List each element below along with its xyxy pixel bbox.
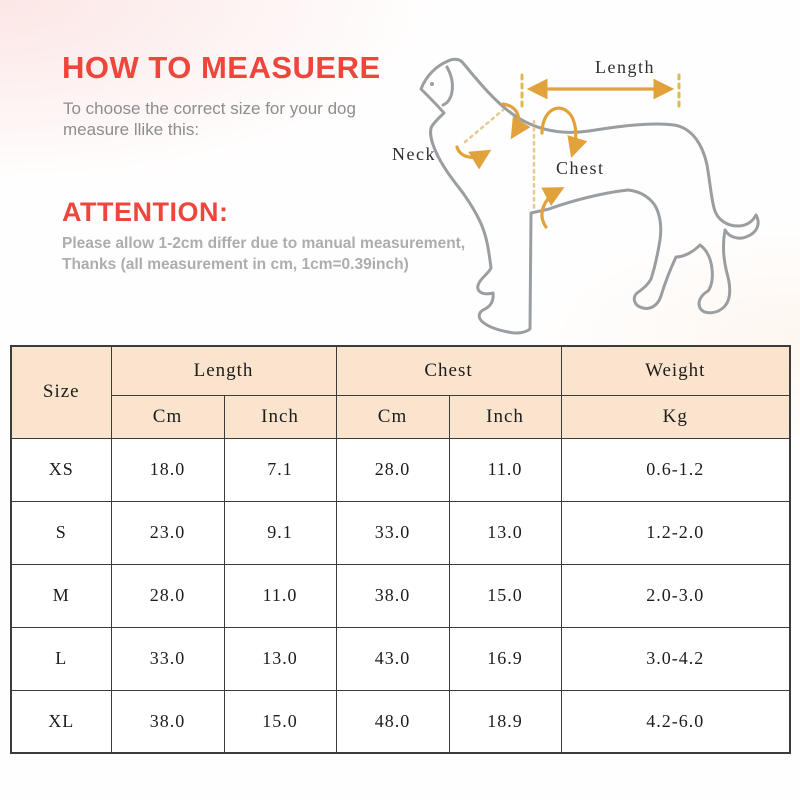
col-header-length: Length	[111, 346, 336, 395]
cell-length-inch: 9.1	[224, 501, 336, 564]
cell-length-cm: 18.0	[111, 438, 224, 501]
cell-size: XS	[11, 438, 111, 501]
col-header-size: Size	[11, 346, 111, 438]
cell-weight-kg: 1.2-2.0	[561, 501, 790, 564]
cell-chest-inch: 13.0	[449, 501, 561, 564]
attention-line-2: Thanks (all measurement in cm, 1cm=0.39inch)	[62, 256, 409, 273]
size-chart-table	[10, 345, 791, 754]
table-row-m	[11, 564, 790, 627]
col-header-chest: Chest	[336, 346, 561, 395]
cell-size: M	[11, 564, 111, 627]
cell-weight-kg: 4.2-6.0	[561, 690, 790, 753]
cell-chest-cm: 43.0	[336, 627, 449, 690]
neck-guides	[457, 104, 519, 157]
col-header-weight-kg: Kg	[561, 395, 790, 438]
length-guides	[522, 75, 679, 109]
table-row-xl	[11, 690, 790, 753]
attention-title: ATTENTION:	[62, 197, 229, 227]
dog-ear-line	[443, 67, 452, 105]
cell-length-cm: 38.0	[111, 690, 224, 753]
cell-chest-cm: 28.0	[336, 438, 449, 501]
cell-chest-cm: 48.0	[336, 690, 449, 753]
table-row-s	[11, 501, 790, 564]
col-header-chest-cm: Cm	[336, 395, 449, 438]
cell-length-cm: 23.0	[111, 501, 224, 564]
table-row-l	[11, 627, 790, 690]
col-header-length-inch: Inch	[224, 395, 336, 438]
neck-arrow-lower	[457, 147, 486, 157]
neck-arrow-upper	[503, 104, 519, 134]
cell-chest-inch: 15.0	[449, 564, 561, 627]
cell-length-inch: 15.0	[224, 690, 336, 753]
cell-weight-kg: 0.6-1.2	[561, 438, 790, 501]
dog-eye	[430, 82, 434, 86]
cell-size: S	[11, 501, 111, 564]
cell-chest-inch: 16.9	[449, 627, 561, 690]
cell-weight-kg: 2.0-3.0	[561, 564, 790, 627]
cell-length-inch: 11.0	[224, 564, 336, 627]
chest-arrow-lower	[542, 190, 559, 227]
chest-label: Chest	[556, 158, 605, 178]
cell-length-cm: 33.0	[111, 627, 224, 690]
cell-length-inch: 13.0	[224, 627, 336, 690]
table-row-xs	[11, 438, 790, 501]
cell-chest-inch: 18.9	[449, 690, 561, 753]
page-title: HOW TO MEASUERE	[62, 50, 381, 85]
cell-weight-kg: 3.0-4.2	[561, 627, 790, 690]
length-label: Length	[595, 57, 655, 77]
cell-size: L	[11, 627, 111, 690]
cell-length-cm: 28.0	[111, 564, 224, 627]
cell-length-inch: 7.1	[224, 438, 336, 501]
cell-chest-cm: 33.0	[336, 501, 449, 564]
attention-text	[62, 233, 465, 275]
cell-chest-cm: 38.0	[336, 564, 449, 627]
cell-chest-inch: 11.0	[449, 438, 561, 501]
col-header-weight: Weight	[561, 346, 790, 395]
subtitle	[63, 98, 356, 140]
subtitle-line-1: To choose the correct size for your dog	[63, 99, 356, 118]
neck-label: Neck	[392, 144, 436, 164]
cell-size: XL	[11, 690, 111, 753]
col-header-chest-inch: Inch	[449, 395, 561, 438]
col-header-length-cm: Cm	[111, 395, 224, 438]
dog-outline-drawing	[421, 59, 758, 333]
subtitle-line-2: measure llike this:	[63, 120, 200, 139]
chest-arrow-upper	[542, 108, 576, 152]
attention-line-1: Please allow 1-2cm differ due to manual measurement,	[62, 235, 466, 252]
